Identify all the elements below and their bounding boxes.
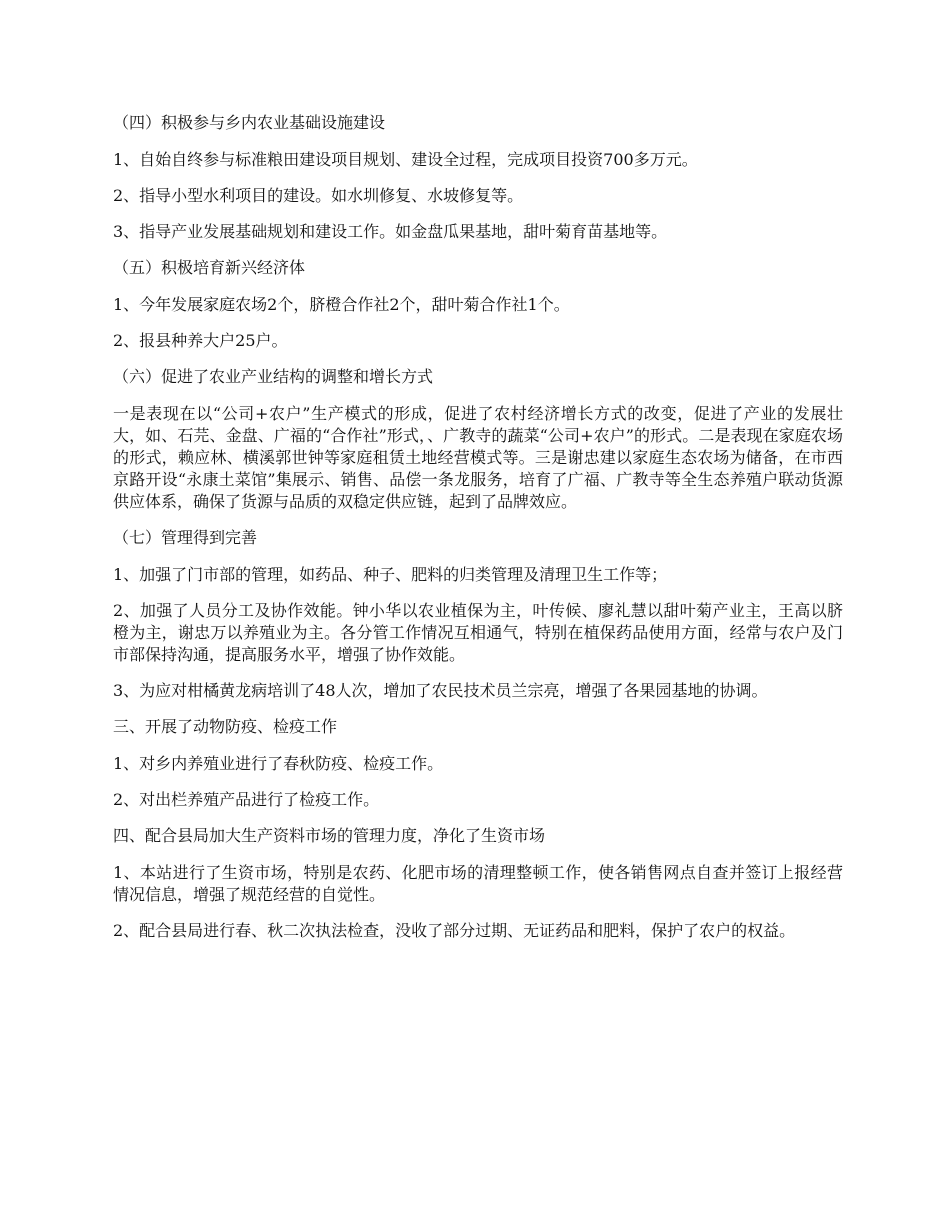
section-heading-4: （四）积极参与乡内农业基础设施建设 [113,113,386,132]
paragraph: 2、加强了人员分工及协作效能。钟小华以农业植保为主，叶传候、廖礼慧以甜叶菊产业主，王高以脐橙为主，谢忠万以养殖业为主。各分管工作情况互相通气，特别在植保药品使用方面，经常与农户及门市部保持沟通，提高服务水平，增强了协作效能。 [113,601,843,664]
paragraph: 2、报县种养大户25户。 [113,331,288,350]
document-page [113,112,843,956]
paragraph: 1、对乡内养殖业进行了春秋防疫、检疫工作。 [113,754,444,773]
section-heading-6: （六）促进了农业产业结构的调整和增长方式 [113,367,434,386]
section-heading-7: （七）管理得到完善 [113,528,258,547]
section-heading-3: 三、开展了动物防疫、检疫工作 [113,717,338,736]
paragraph: 1、自始自终参与标准粮田建设项目规划、建设全过程，完成项目投资700多万元。 [113,150,698,169]
section-heading-4-market: 四、配合县局加大生产资料市场的管理力度，净化了生资市场 [113,826,546,845]
paragraph: 一是表现在以“公司+农户”生产模式的形成，促进了农村经济增长方式的改变，促进了产业的发展壮大，如、石芫、金盘、广福的“合作社”形式，、广教寺的蔬菜“公司+农户”的形式。二是表现在家庭农场的形式，赖应林、横溪郭世钟等家庭租赁土地经营模式等。三是谢忠建以家庭生态农场为储备，在市西京路开设“永康土菜馆”集展示、销售、品偿一条龙服务，培育了广福、广教寺等全生态养殖户联动货源供应体系，确保了货源与品质的双稳定供应链，起到了品牌效应。 [113,404,843,511]
paragraph: 1、今年发展家庭农场2个，脐橙合作社2个，甜叶菊合作社1个。 [113,295,570,314]
paragraph: 1、本站进行了生资市场，特别是农药、化肥市场的清理整顿工作，使各销售网点自查并签订上报经营情况信息，增强了规范经营的自觉性。 [113,863,843,904]
paragraph: 1、加强了门市部的管理，如药品、种子、肥料的归类管理及清理卫生工作等； [113,565,668,584]
paragraph: 2、配合县局进行春、秋二次执法检查，没收了部分过期、无证药品和肥料，保护了农户的权益。 [113,921,796,940]
section-heading-5: （五）积极培育新兴经济体 [113,258,306,277]
paragraph: 2、指导小型水利项目的建设。如水圳修复、水坡修复等。 [113,186,524,205]
paragraph: 3、指导产业发展基础规划和建设工作。如金盘瓜果基地，甜叶菊育苗基地等。 [113,222,668,241]
paragraph: 2、对出栏养殖产品进行了检疫工作。 [113,790,380,809]
paragraph: 3、为应对柑橘黄龙病培训了48人次，增加了农民技术员兰宗亮，增强了各果园基地的协调。 [113,681,768,700]
